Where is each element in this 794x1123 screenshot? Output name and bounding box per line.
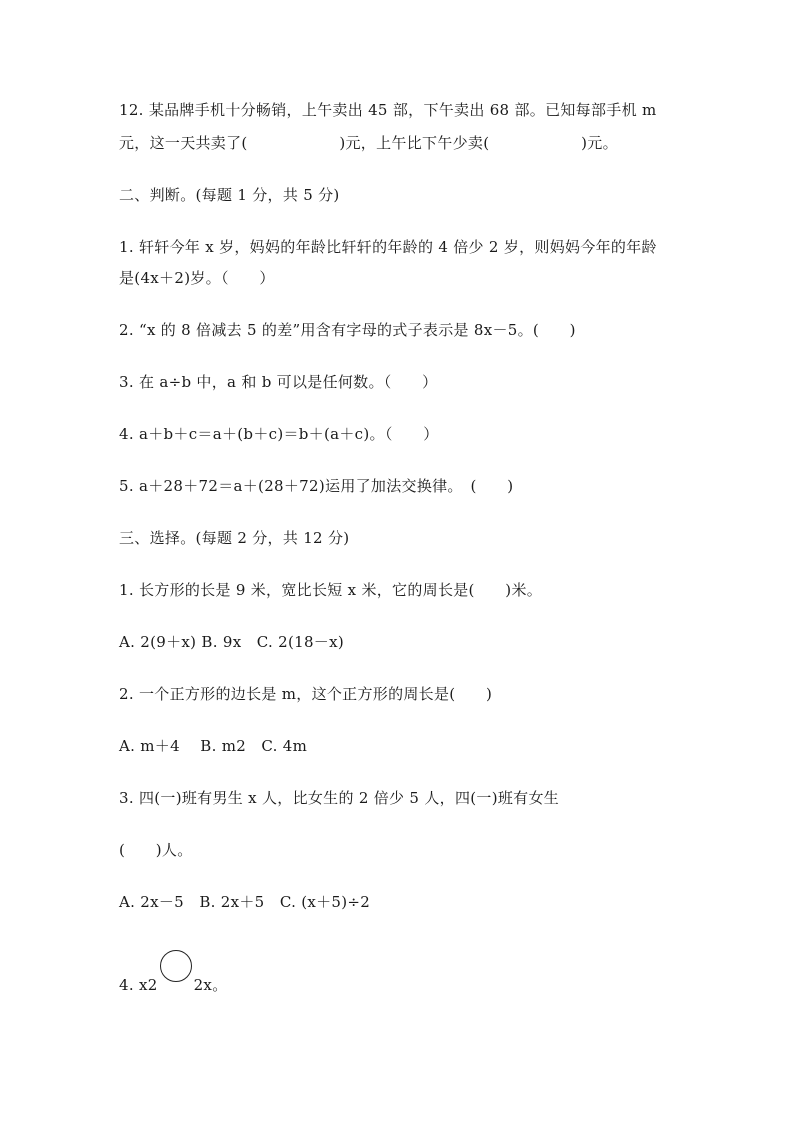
judge-item-5: 5. a＋28＋72＝a＋(28＋72)运用了加法交换律。 ( ) xyxy=(119,477,514,495)
choice-item-4-prefix: 4. x2 xyxy=(119,976,158,994)
judge-item-1-line-1: 1. 轩轩今年 x 岁，妈妈的年龄比轩轩的年龄的 4 倍少 2 岁，则妈妈今年的年龄 xyxy=(119,238,657,256)
choice-item-2-options: A. m＋4 B. m2 C. 4m xyxy=(119,737,308,755)
judge-item-1-line-2: 是(4x＋2)岁。（ ） xyxy=(119,269,275,287)
choice-item-3-options: A. 2x－5 B. 2x＋5 C. (x＋5)÷2 xyxy=(119,893,371,911)
question-12-line-1: 12. 某品牌手机十分畅销，上午卖出 45 部，下午卖出 68 部。已知每部手机 m xyxy=(119,101,657,119)
section-3-heading: 三、选择。(每题 2 分，共 12 分) xyxy=(119,529,350,547)
choice-item-1: 1. 长方形的长是 9 米，宽比长短 x 米，它的周长是( )米。 xyxy=(119,581,543,599)
choice-item-2: 2. 一个正方形的边长是 m，这个正方形的周长是( ) xyxy=(119,685,493,703)
choice-item-4 xyxy=(119,960,228,995)
choice-item-3-line-1: 3. 四(一)班有男生 x 人，比女生的 2 倍少 5 人，四(一)班有女生 xyxy=(119,789,560,807)
judge-item-4: 4. a＋b＋c＝a＋(b＋c)＝b＋(a＋c)。（ ） xyxy=(119,425,439,443)
section-2-heading: 二、判断。(每题 1 分，共 5 分) xyxy=(119,186,340,204)
choice-item-4-suffix: 2x。 xyxy=(193,976,228,994)
comparison-circle-blank[interactable] xyxy=(160,950,192,982)
choice-item-1-options: A. 2(9＋x) B. 9x C. 2(18－x) xyxy=(119,633,345,651)
judge-item-3: 3. 在 a÷b 中，a 和 b 可以是任何数。（ ） xyxy=(119,373,438,391)
question-12-line-2: 元，这一天共卖了( )元，上午比下午少卖( )元。 xyxy=(119,134,618,152)
choice-item-3-line-2: ( )人。 xyxy=(119,841,193,859)
judge-item-2: 2. “x 的 8 倍减去 5 的差”用含有字母的式子表示是 8x－5。( ) xyxy=(119,321,576,339)
